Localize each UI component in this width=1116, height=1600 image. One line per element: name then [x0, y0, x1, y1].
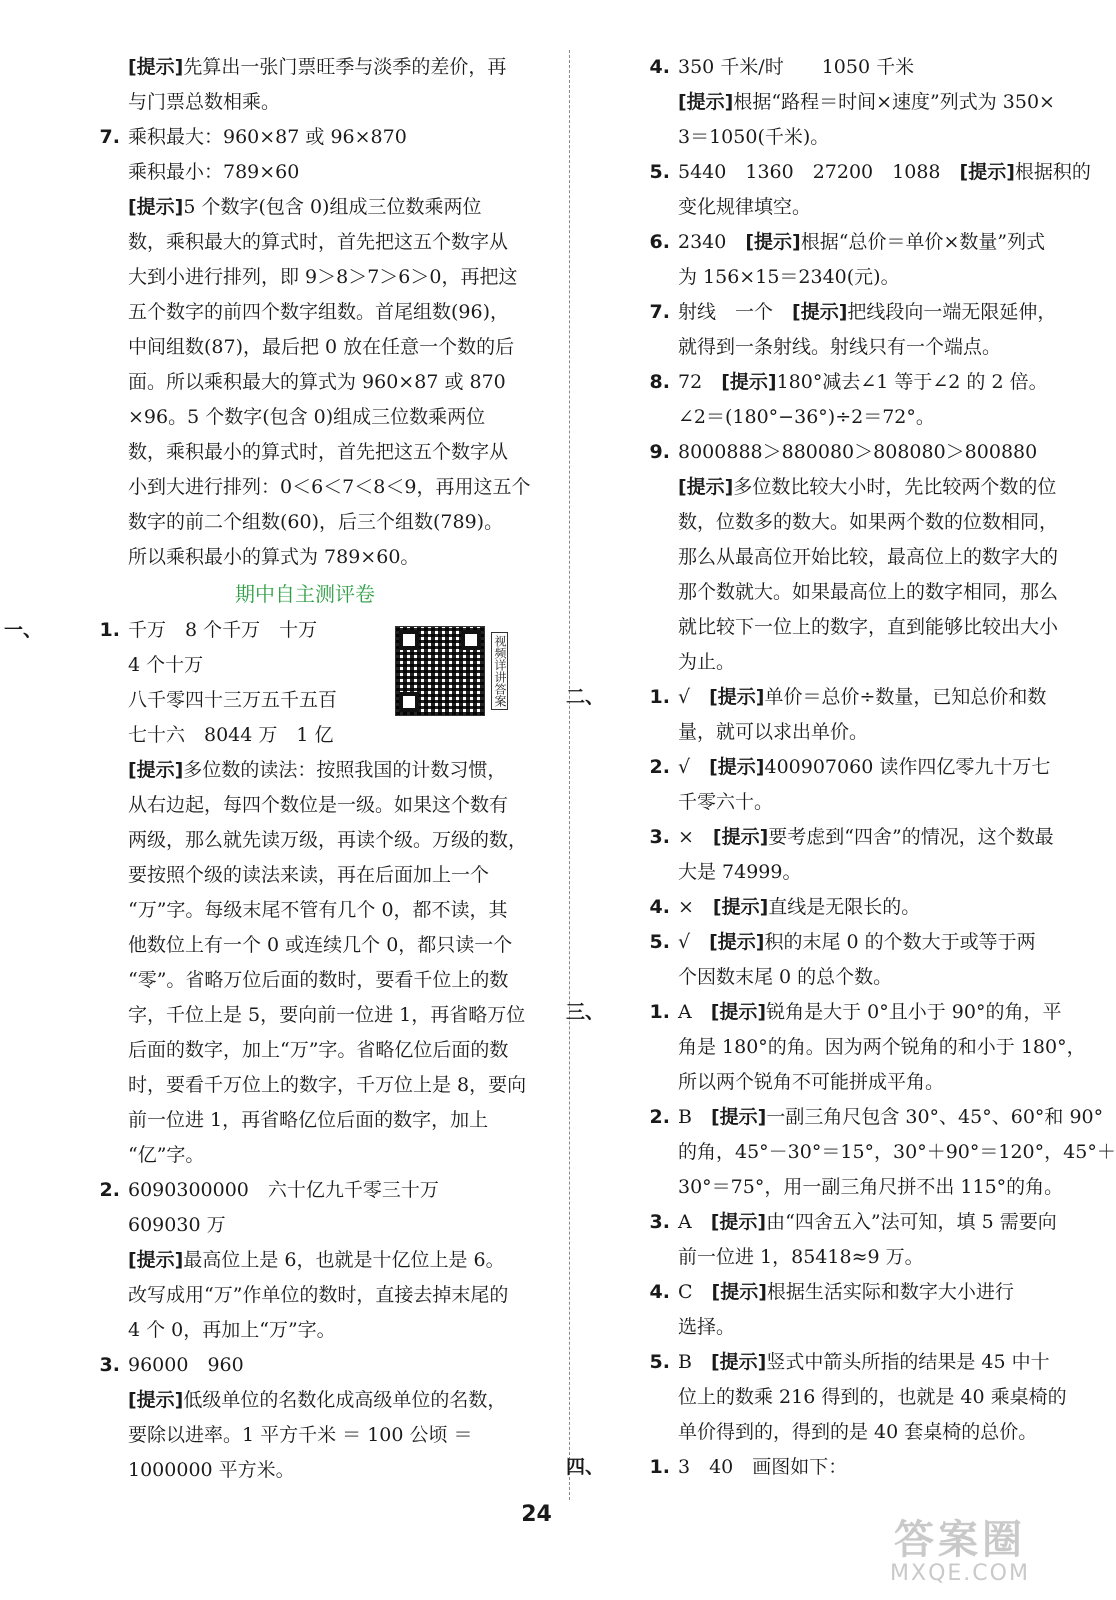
text-line: 那么从最高位开始比较，最高位上的数字大的 — [678, 546, 1059, 568]
left-column — [4, 50, 550, 1488]
tip-label: [提示] — [128, 196, 184, 218]
text-line: 后面的数字，加上“万”字。省略亿位后面的数 — [128, 1039, 509, 1061]
answer-4: 4. 350 千米/时 1050 千米 — [649, 56, 915, 78]
tip-label: [提示] — [721, 371, 777, 393]
text-line: 所以乘积最小的算式为 789×60。 — [128, 546, 420, 568]
text-line: “万”字。每级末尾不管有几个 0，都不读，其 — [128, 899, 508, 921]
text-line: 位上的数乘 216 得到的，也就是 40 乘桌椅的 — [678, 1386, 1067, 1408]
text-line: 数，位数多的数大。如果两个数的位数相同， — [678, 511, 1059, 533]
tip-label: [提示] — [709, 756, 765, 778]
text-line: 字，千位上是 5，要向前一位进 1，再省略万位 — [128, 1004, 526, 1026]
text-line: 单价得到的，得到的是 40 套桌椅的总价。 — [678, 1421, 1038, 1443]
answer-3-3: 3. A [提示]由“四舍五入”法可知，填 5 需要向 — [649, 1211, 1057, 1233]
qr-code[interactable] — [395, 625, 521, 717]
text-line: 八千零四十三万五千五百 — [128, 689, 338, 711]
text-line: 数，乘积最小的算式时，首先把这五个数字从 — [128, 441, 509, 463]
answer-2-3: 3. × [提示]要考虑到“四舍”的情况，这个数最 — [649, 826, 1054, 848]
text-line: [提示]先算出一张门票旺季与淡季的差价，再 — [128, 56, 507, 78]
tip-label: [提示] — [128, 759, 184, 781]
text-line: 小到大进行排列：0＜6＜7＜8＜9，再用这五个 — [128, 476, 531, 498]
watermark-url: MXQE.COM — [890, 1561, 1030, 1586]
answer-3-1: 三、 1. A [提示]锐角是大于 0°且小于 90°的角，平 — [566, 1001, 1062, 1023]
text-line: 为 156×15＝2340(元)。 — [678, 266, 900, 288]
tip-label: [提示] — [711, 1281, 767, 1303]
text-line: 改写成用“万”作单位的数时，直接去掉末尾的 — [128, 1284, 509, 1306]
text-line: 面。所以乘积最大的算式为 960×87 或 870 — [128, 371, 506, 393]
text-line: 609030 万 — [128, 1214, 226, 1236]
text-line: 中间组数(87)，最后把 0 放在任意一个数的后 — [128, 336, 515, 358]
answer-6: 6. 2340 [提示]根据“总价＝单价×数量”列式 — [649, 231, 1046, 253]
answer-7: 7. 乘积最大：960×87 或 96×870 — [99, 126, 407, 148]
text-line: 就比较下一位上的数字，直到能够比较出大小 — [678, 616, 1059, 638]
tip-label: [提示] — [128, 1249, 184, 1271]
text-line: “亿”字。 — [128, 1144, 205, 1166]
tip-label: [提示] — [710, 1211, 767, 1233]
text-line: 时，要看千万位上的数字，千万位上是 8，要向 — [128, 1074, 527, 1096]
answer-7: 7. 射线 一个 [提示]把线段向一端无限延伸， — [649, 301, 1057, 323]
tip-label: [提示] — [792, 301, 848, 323]
text-line: 大是 74999。 — [678, 861, 802, 883]
answer-8: 8. 72 [提示]180°减去∠1 等于∠2 的 2 倍。 — [649, 371, 1048, 393]
text-line: 大到小进行排列，即 9＞8＞7＞6＞0，再把这 — [128, 266, 518, 288]
qr-code-image[interactable] — [395, 626, 485, 716]
watermark-logo — [865, 1518, 1055, 1588]
tip-label: [提示] — [678, 91, 734, 113]
text-line: 五个数字的前四个数字组数。首尾组数(96)， — [128, 301, 510, 323]
text-line: 所以两个锐角不可能拼成平角。 — [678, 1071, 945, 1093]
right-column — [566, 50, 1116, 1485]
text-line: 4 个 0，再加上“万”字。 — [128, 1319, 336, 1341]
tip-label: [提示] — [128, 56, 184, 78]
answer-1-2: 2. 6090300000 六十亿九千零三十万 — [99, 1179, 439, 1201]
text-line: 量，就可以求出单价。 — [678, 721, 869, 743]
answer-5: 5. 5440 1360 27200 1088 [提示]根据积的 — [649, 161, 1091, 183]
text-line: [提示]5 个数字(包含 0)组成三位数乘两位 — [128, 196, 482, 218]
text-line: 从右边起，每四个数位是一级。如果这个数有 — [128, 794, 509, 816]
text-line: 就得到一条射线。射线只有一个端点。 — [678, 336, 1002, 358]
tip-label: [提示] — [712, 826, 769, 848]
text-line: 角是 180°的角。因为两个锐角的和小于 180°， — [678, 1036, 1086, 1058]
text-line: 4 个十万 — [128, 654, 204, 676]
text-line: 30°＝75°，用一副三角尺拼不出 115°的角。 — [678, 1176, 1064, 1198]
text-line: 千零六十。 — [678, 791, 774, 813]
text-line: 要除以进率。1 平方千米 ＝ 100 公顷 ＝ — [128, 1424, 473, 1446]
text-line: 两级，那么就先读万级，再读个级。万级的数， — [128, 829, 528, 851]
answer-1-3: 3. 96000 960 — [99, 1354, 244, 1376]
tip-label: [提示] — [710, 1001, 767, 1023]
tip-label: [提示] — [710, 1351, 767, 1373]
text-line: 要按照个级的读法来读，再在后面加上一个 — [128, 864, 490, 886]
tip-label: [提示] — [712, 896, 769, 918]
answer-2-2: 2. √ [提示]400907060 读作四亿零九十万七 — [649, 756, 1051, 778]
text-line: [提示]低级单位的名数化成高级单位的名数， — [128, 1389, 507, 1411]
text-line: ×96。5 个数字(包含 0)组成三位数乘两位 — [128, 406, 486, 428]
text-line: 1000000 平方米。 — [128, 1459, 295, 1481]
section-title: 期中自主测评卷 — [235, 582, 375, 606]
answer-9: 9. 8000888＞880080＞808080＞800880 — [649, 441, 1038, 463]
text-line: 七十六 8044 万 1 亿 — [128, 724, 334, 746]
text-line: 选择。 — [678, 1316, 736, 1338]
tip-label: [提示] — [745, 231, 801, 253]
answer-4-1: 四、 1. 3 40 画图如下： — [566, 1456, 848, 1478]
text-line: [提示]最高位上是 6，也就是十亿位上是 6。 — [128, 1249, 505, 1271]
text-line: ∠2＝(180°−36°)÷2＝72°。 — [678, 406, 935, 428]
text-line: [提示]根据“路程＝时间×速度”列式为 350× — [678, 91, 1055, 113]
text-line: [提示]多位数的读法：按照我国的计数习惯， — [128, 759, 507, 781]
qr-label: 视频详讲答案 — [491, 632, 508, 710]
text-line: 他数位上有一个 0 或连续几个 0，都只读一个 — [128, 934, 513, 956]
tip-label: [提示] — [709, 686, 765, 708]
text-line: 前一位进 1，85418≈9 万。 — [678, 1246, 924, 1268]
tip-label: [提示] — [709, 931, 765, 953]
text-line: 的角，45°－30°＝15°，30°＋90°＝120°，45°＋ — [678, 1141, 1116, 1163]
text-line: 数字的前二个组数(60)，后三个组数(789)。 — [128, 511, 504, 533]
text-line: 乘积最小：789×60 — [128, 161, 300, 183]
watermark-text: 答案圈 — [894, 1517, 1026, 1563]
text-line: 变化规律填空。 — [678, 196, 812, 218]
tip-label: [提示] — [128, 1389, 184, 1411]
text-line: 那个数就大。如果最高位上的数字相同，那么 — [678, 581, 1059, 603]
text-line: 为止。 — [678, 651, 736, 673]
tip-label: [提示] — [710, 1106, 767, 1128]
text-line: 与门票总数相乘。 — [128, 91, 281, 113]
text-line: 数，乘积最大的算式时，首先把这五个数字从 — [128, 231, 509, 253]
text-line: “零”。省略万位后面的数时，要看千位上的数 — [128, 969, 509, 991]
tip-label: [提示] — [678, 476, 734, 498]
column-divider — [569, 50, 570, 1500]
text-line: [提示]多位数比较大小时，先比较两个数的位 — [678, 476, 1057, 498]
text-line: 个因数末尾 0 的总个数。 — [678, 966, 893, 988]
page-number: 24 — [521, 1502, 552, 1527]
answer-3-2: 2. B [提示]一副三角尺包含 30°、45°、60°和 90° — [649, 1106, 1104, 1128]
tip-label: [提示] — [959, 161, 1015, 183]
answer-1-1: 一、 1. 千万 8 个千万 十万 — [4, 619, 318, 641]
answer-3-4: 4. C [提示]根据生活实际和数字大小进行 — [649, 1281, 1014, 1303]
answer-2-1: 二、 1. √ [提示]单价＝总价÷数量，已知总价和数 — [566, 686, 1047, 708]
answer-2-5: 5. √ [提示]积的末尾 0 的个数大于或等于两 — [649, 931, 1036, 953]
answer-3-5: 5. B [提示]竖式中箭头所指的结果是 45 中十 — [649, 1351, 1050, 1373]
text-line: 前一位进 1，再省略亿位后面的数字，加上 — [128, 1109, 489, 1131]
answer-2-4: 4. × [提示]直线是无限长的。 — [649, 896, 921, 918]
text-line: 3＝1050(千米)。 — [678, 126, 830, 148]
